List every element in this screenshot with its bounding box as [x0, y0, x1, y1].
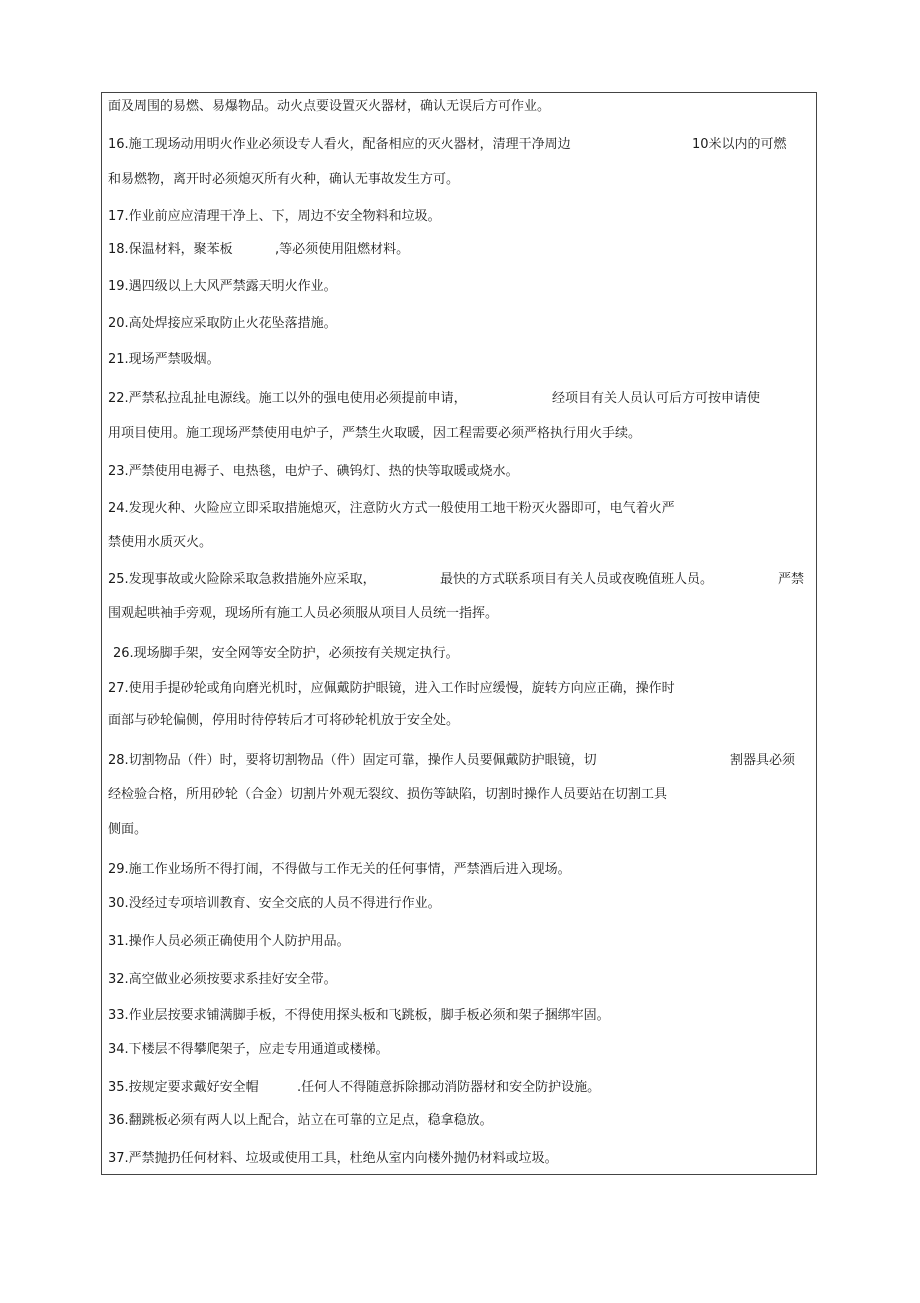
rule-25-line-1-tail: 严禁 [778, 572, 805, 587]
rule-31: 31.操作人员必须正确使用个人防护用品。 [108, 934, 350, 949]
rule-28-line-1: 28.切割物品（件）时，要将切割物品（件）固定可靠，操作人员要佩戴防护眼镜，切 [108, 753, 597, 768]
text-line: 面及周围的易燃、易爆物品。动火点要设置灭火器材，确认无误后方可作业。 [108, 99, 551, 114]
rule-16-line-1-tail: 10米以内的可燃 [692, 137, 787, 152]
rule-37: 37.严禁抛扔任何材料、垃圾或使用工具，杜绝从室内向楼外抛仍材料或垃圾。 [108, 1151, 558, 1166]
rule-33: 33.作业层按要求铺满脚手板，不得使用探头板和飞跳板，脚手板必须和架子捆绑牢固。 [108, 1008, 610, 1023]
rule-34: 34.下楼层不得攀爬架子，应走专用通道或楼梯。 [108, 1042, 389, 1057]
rule-22-line-1-tail: 经项目有关人员认可后方可按申请使 [552, 391, 761, 406]
rule-29: 29.施工作业场所不得打闹，不得做与工作无关的任何事情，严禁酒后进入现场。 [108, 862, 571, 877]
rule-18: 18.保温材料，聚苯板 [108, 242, 233, 257]
rule-35: 35.按规定要求戴好安全帽 [108, 1080, 259, 1095]
rule-28-line-2: 经检验合格，所用砂轮（合金）切割片外观无裂纹、损伤等缺陷，切割时操作人员要站在切割工具 [108, 787, 668, 802]
rule-27-line-1: 27.使用手提砂轮或角向磨光机时，应佩戴防护眼镜，进入工作时应缓慢，旋转方向应正确，操作时 [108, 681, 675, 696]
rule-25-line-2: 围观起哄袖手旁观，现场所有施工人员必须服从项目人员统一指挥。 [108, 606, 499, 621]
rule-28-line-3: 侧面。 [108, 822, 148, 837]
rule-32: 32.高空做业必须按要求系挂好安全带。 [108, 972, 337, 987]
rule-25-line-1-mid: 最快的方式联系项目有关人员或夜晚值班人员。 [440, 572, 714, 587]
rule-20: 20.高处焊接应采取防止火花坠落措施。 [108, 316, 337, 331]
rule-24-line-1: 24.发现火种、火险应立即采取措施熄灭，注意防火方式一般使用工地干粉灭火器即可，电气着火严 [108, 501, 675, 516]
rule-25-line-1: 25.发现事故或火险除采取急救措施外应采取， [108, 572, 376, 587]
rule-26: 26.现场脚手架，安全网等安全防护，必须按有关规定执行。 [113, 646, 459, 661]
rule-22-line-1: 22.严禁私拉乱扯电源线。施工以外的强电使用必须提前申请， [108, 391, 467, 406]
rule-24-line-2: 禁使用水质灭火。 [108, 535, 213, 550]
rule-23: 23.严禁使用电褥子、电热毯，电炉子、碘钨灯、热的快等取暖或烧水。 [108, 464, 519, 479]
rule-16-line-2: 和易燃物，离开时必须熄灭所有火种，确认无事故发生方可。 [108, 172, 460, 187]
rule-27-line-2: 面部与砂轮偏侧，停用时待停转后才可将砂轮机放于安全处。 [108, 713, 460, 728]
rule-28-line-1-tail: 割器具必须 [730, 753, 796, 768]
rule-35-tail: .任何人不得随意拆除挪动消防器材和安全防护设施。 [297, 1080, 601, 1095]
rule-16-line-1: 16.施工现场动用明火作业必须设专人看火，配备相应的灭火器材，清理干净周边 [108, 137, 571, 152]
rule-30: 30.没经过专项培训教育、安全交底的人员不得进行作业。 [108, 896, 441, 911]
rule-17: 17.作业前应应清理干净上、下，周边不安全物料和垃圾。 [108, 209, 441, 224]
rule-19: 19.遇四级以上大风严禁露天明火作业。 [108, 279, 337, 294]
rule-36: 36.翻跳板必须有两人以上配合，站立在可靠的立足点，稳拿稳放。 [108, 1113, 493, 1128]
rule-18-tail: ,等必须使用阻燃材料。 [275, 242, 410, 257]
rule-22-line-2: 用项目使用。施工现场严禁使用电炉子，严禁生火取暖，因工程需要必须严格执行用火手续。 [108, 426, 642, 441]
rule-21: 21.现场严禁吸烟。 [108, 352, 220, 367]
